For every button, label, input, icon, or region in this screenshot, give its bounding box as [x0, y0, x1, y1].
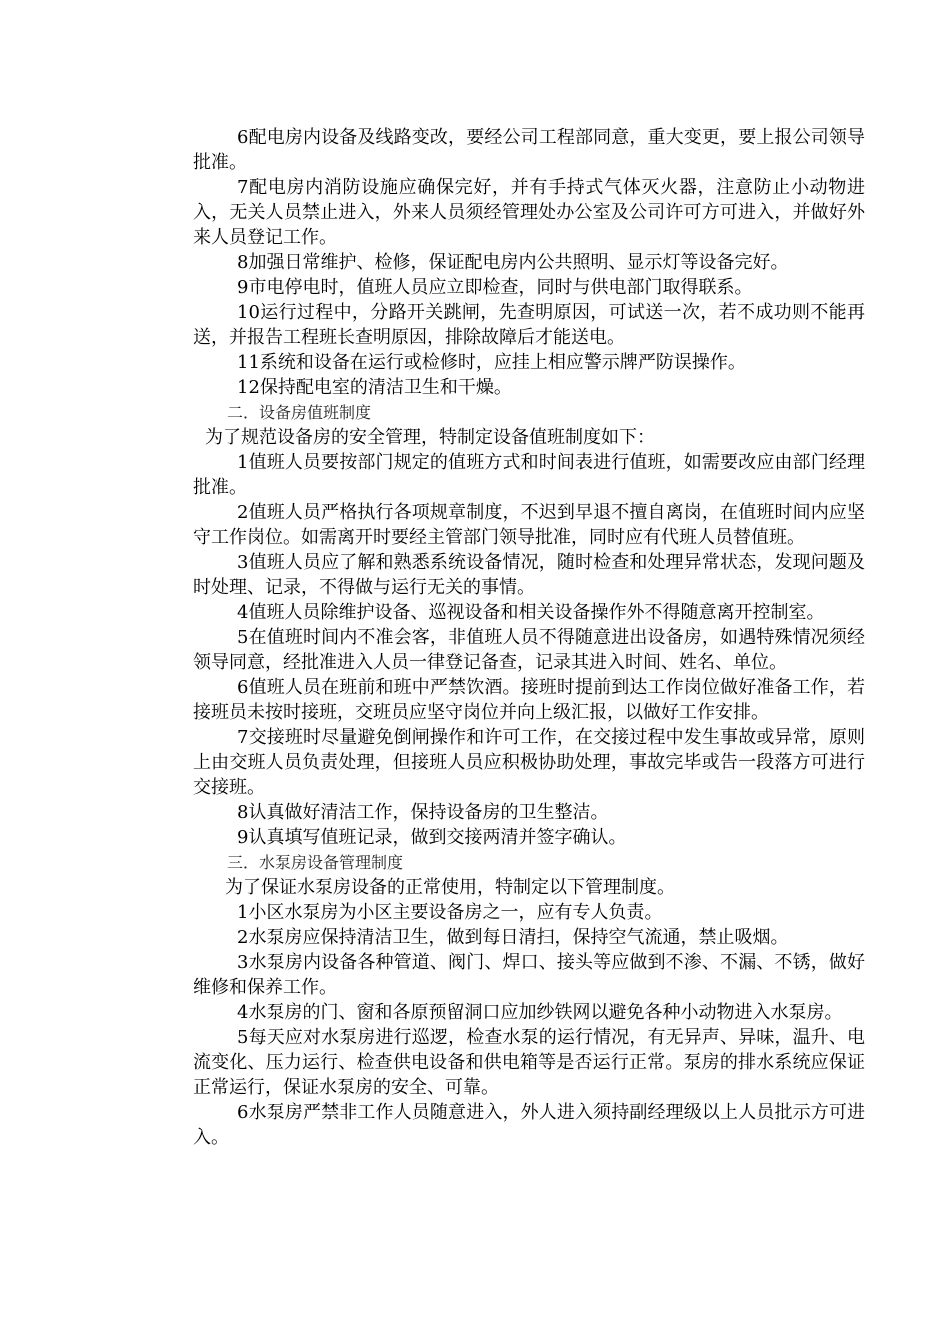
- pump-item-3: 3水泵房内设备各种管道、阀门、焊口、接头等应做到不渗、不漏、不锈，做好维修和保养工作。: [193, 952, 865, 998]
- duty-item-2: 2值班人员严格执行各项规章制度，不迟到早退不擅自离岗，在值班时间内应坚守工作岗位。如需离开时要经主管部门领导批准，同时应有代班人员替值班。: [193, 502, 865, 548]
- duty-item-4: 4值班人员除维护设备、巡视设备和相关设备操作外不得随意离开控制室。: [237, 602, 825, 623]
- duty-item-5: 5在值班时间内不准会客，非值班人员不得随意进出设备房，如遇特殊情况须经领导同意，经批准进入人员一律登记备查，记录其进入时间、姓名、单位。: [193, 627, 865, 673]
- paragraph-item-8: 8加强日常维护、检修，保证配电房内公共照明、显示灯等设备完好。: [237, 252, 789, 273]
- duty-item-3: 3值班人员应了解和熟悉系统设备情况，随时检查和处理异常状态，发现问题及时处理、记录，不得做与运行无关的事情。: [193, 552, 865, 598]
- pump-item-1: 1小区水泵房为小区主要设备房之一，应有专人负责。: [237, 902, 663, 923]
- section-heading-pump: 三．水泵房设备管理制度: [227, 853, 404, 872]
- pump-item-2: 2水泵房应保持清洁卫生，做到每日清扫，保持空气流通，禁止吸烟。: [237, 927, 789, 948]
- paragraph-item-10: 10运行过程中，分路开关跳闸，先查明原因，可试送一次，若不成功则不能再送，并报告工程班长查明原因，排除故障后才能送电。: [193, 302, 865, 348]
- pump-item-5: 5每天应对水泵房进行巡逻，检查水泵的运行情况，有无异声、异味，温升、电流变化、压力运行、检查供电设备和供电箱等是否运行正常。泵房的排水系统应保证正常运行，保证水泵房的安全、可靠。: [193, 1027, 865, 1098]
- section-intro-duty: 为了规范设备房的安全管理，特制定设备值班制度如下：: [205, 427, 655, 448]
- paragraph-item-11: 11系统和设备在运行或检修时，应挂上相应警示牌严防误操作。: [237, 352, 746, 373]
- pump-item-6: 6水泵房严禁非工作人员随意进入，外人进入须持副经理级以上人员批示方可进入。: [193, 1102, 865, 1148]
- document-body: [193, 125, 865, 1150]
- duty-item-1: 1值班人员要按部门规定的值班方式和时间表进行值班，如需要改应由部门经理批准。: [193, 452, 865, 498]
- section-intro-pump: 为了保证水泵房设备的正常使用，特制定以下管理制度。: [225, 877, 675, 898]
- paragraph-item-12: 12保持配电室的清洁卫生和干燥。: [237, 377, 512, 398]
- paragraph-item-7: 7配电房内消防设施应确保完好，并有手持式气体灭火器，注意防止小动物进入，无关人员禁止进入，外来人员须经管理处办公室及公司许可方可进入，并做好外来人员登记工作。: [193, 177, 865, 248]
- duty-item-7: 7交接班时尽量避免倒闸操作和许可工作，在交接过程中发生事故或异常，原则上由交班人员负责处理，但接班人员应积极协助处理，事故完毕或告一段落方可进行交接班。: [193, 727, 865, 798]
- pump-item-4: 4水泵房的门、窗和各原预留洞口应加纱铁网以避免各种小动物进入水泵房。: [237, 1002, 843, 1023]
- duty-item-9: 9认真填写值班记录，做到交接两清并签字确认。: [237, 827, 627, 848]
- paragraph-item-9: 9市电停电时，值班人员应立即检查，同时与供电部门取得联系。: [237, 277, 753, 298]
- section-heading-duty: 二．设备房值班制度: [227, 403, 372, 422]
- duty-item-8: 8认真做好清洁工作，保持设备房的卫生整洁。: [237, 802, 609, 823]
- duty-item-6: 6值班人员在班前和班中严禁饮酒。接班时提前到达工作岗位做好准备工作，若接班员未按时接班，交班员应坚守岗位并向上级汇报，以做好工作安排。: [193, 677, 865, 723]
- paragraph-item-6: 6配电房内设备及线路变改，要经公司工程部同意，重大变更，要上报公司领导批准。: [193, 127, 865, 173]
